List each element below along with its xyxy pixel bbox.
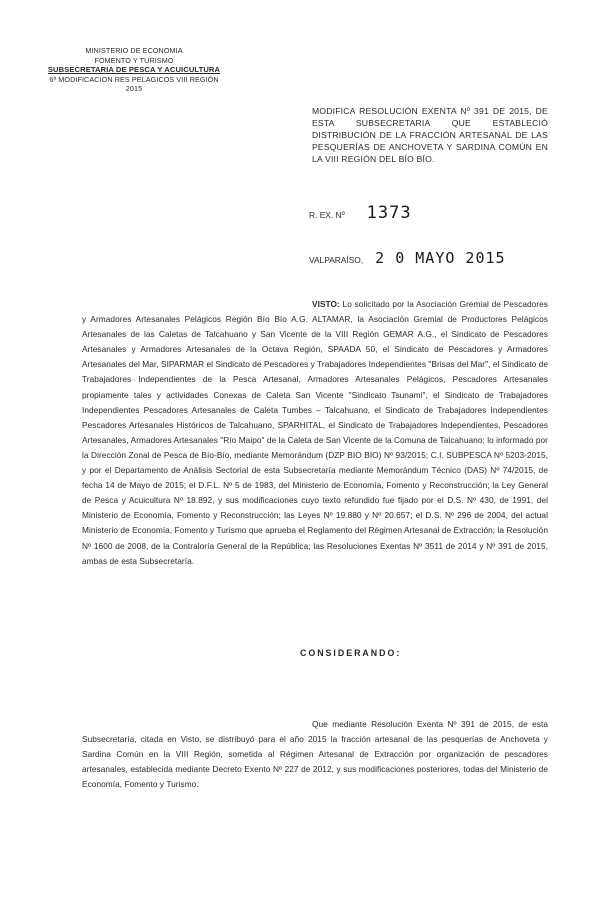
resolution-number-label: R. EX. Nº	[309, 210, 345, 220]
resolution-number: 1373	[366, 203, 412, 223]
considerando-heading: CONSIDERANDO:	[300, 648, 402, 658]
visto-paragraph	[82, 297, 548, 569]
date-row	[309, 249, 506, 267]
considerando-text: Que mediante Resolución Exenta Nº 391 de 2015, de esta Subsecretaría, citada en Visto, se distribuyó para el año 2015 la fracción artesanal de las pesquerías de Anchoveta y Sardina Común en la VIII Región, sometida al Régimen Artesanal de Extracción por organización de pescadores artesanales, establecida mediante Decreto Exento Nº 227 de 2012, y sus modificaciones posteriores, todas del Ministerio de Economía, Fomento y Turismo.	[82, 719, 548, 790]
resolution-number-row	[309, 203, 412, 223]
resolution-subject: MODIFICA RESOLUCIÓN EXENTA Nº 391 DE 2015, DE ESTA SUBSECRETARIA QUE ESTABLECIÓ DISTRIBUCIÓN DE LA FRACCIÓN ARTESANAL DE LAS PESQUERÍAS DE ANCHOVETA Y SARDINA COMÚN EN LA VIII REGIÓN DEL BÍO BÍO.	[312, 106, 548, 164]
letterhead	[44, 46, 224, 94]
ministry-name: MINISTERIO DE ECONOMIA	[85, 46, 183, 55]
considerando-paragraph	[82, 717, 548, 792]
subsecretary-name: SUBSECRETARIA DE PESCA Y ACUICULTURA	[47, 65, 221, 75]
date-stamp: 2 0 MAYO 2015	[375, 249, 506, 267]
ministry-subtitle: FOMENTO Y TURISMO	[94, 55, 174, 65]
document-reference: 6ª MODIFICACION RES PELAGICOS VIII REGIÓN 2015	[49, 74, 219, 94]
visto-text: Lo solicitado por la Asociación Gremial de Pescadores y Armadores Artesanales Pelágicos Región Bío Bío A.G. ALTAMAR, la Asociación Gremial de Productores Pelágicos Artesanales de las Caletas de Talcahuano y San Vicente de la VIII Región GEMAR A.G., el Sindicato de Pescadores Artesanales y Armadores Artesanales de la Octava Región, SPAADA 50, el Sindicato de Pescadores y Armadores Artesanales del Mar, SIPARMAR el Sindicato de Pescadores y Trabajadores Independientes "Brisas del Mar", el Sindicato de Trabajadores Independientes de la Pesca Artesanal, Armadores Artesanales Pelágicos, Pescadores Artesanales propiamente tales y actividades Conexas de Caleta San Vicente "Sindicato Tsunami", el Sindicato de Trabajadores Independientes Pescadores Artesanales de Caleta Tumbes – Talcahuano, el Sindicato de Trabajadores Independientes Pescadores Artesanales Históricos de Talcahuano, SPARHITAL, el Sindicato de Trabajadores Independientes, Pescadores Artesanales, Armadores Artesanales "Río Maipo" de la Caleta de San Vicente de la Comuna de Talcahuano; lo informado por la Dirección Zonal de Pesca de Bío-Bío, mediante Memorándum (DZP BIO BIO) Nº 93/2015; C.I. SUBPESCA Nº 5203-2015, y por el Departamento de Análisis Sectorial de esta Subsecretaría mediante Memorándum Técnico (DAS) Nº 74/2015, de fecha 14 de Mayo de 2015; el D.F.L. Nº 5 de 1983, del Ministerio de Economía, Fomento y Reconstrucción; la Ley General de Pesca y Acuicultura Nº 18.892, y sus modificaciones cuyo texto refundido fue fijado por el D.S. Nº 430, de 1991, del Ministerio de Economía, Fomento y Reconstrucción; las Leyes Nº 19.880 y Nº 20.657; el D.S. Nº 296 de 2004, del actual Ministerio de Economía, Fomento y Turismo que aprueba el Reglamento del Régimen Artesanal de Extracción; la Resolución Nº 1600 de 2008, de la Contraloría General de la República; las Resoluciones Exentas Nº 3511 de 2014 y Nº 391 de 2015, ambas de esta Subsecretaría.	[82, 299, 549, 566]
date-city: VALPARAÍSO,	[309, 255, 364, 265]
visto-label: VISTO:	[312, 299, 340, 309]
